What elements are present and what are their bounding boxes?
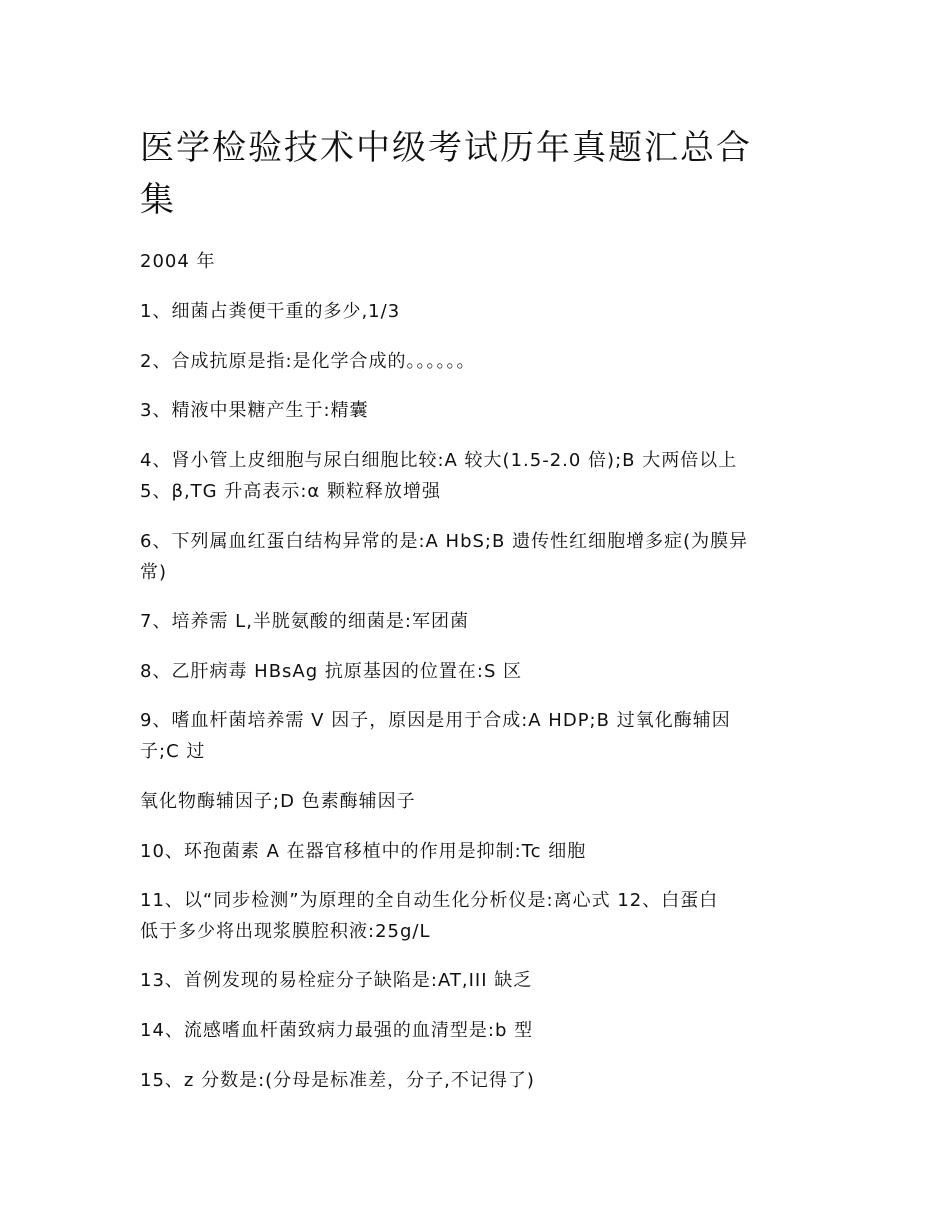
question-line: 11、以“同步检测”为原理的全自动生化分析仪是:离心式 12、白蛋白 [140,890,719,911]
question-line: 6、下列属血红蛋白结构异常的是:A HbS;B 遗传性红细胞增多症(为膜异 [140,531,749,552]
title-line-2: 集 [140,180,176,220]
question-line: 5、β,TG 升高表示:α 颗粒释放增强 [140,481,441,502]
question-line: 8、乙肝病毒 HBsAg 抗原基因的位置在:S 区 [140,661,523,682]
question-line: 9、嗜血杆菌培养需 V 因子，原因是用于合成:A HDP;B 过氧化酶辅因 [140,710,731,731]
question-line: 子;C 过 [140,741,206,762]
document-title [140,122,820,226]
question-line: 常) [140,562,168,583]
question-line: 10、环孢菌素 A 在器官移植中的作用是抑制:Tc 细胞 [140,841,587,862]
question-line: 低于多少将出现浆膜腔积液:25g/L [140,921,431,942]
question-line: 2、合成抗原是指:是化学合成的。。。。。。 [140,351,476,372]
question-line: 13、首例发现的易栓症分子缺陷是:AT,III 缺乏 [140,970,533,991]
question-line: 15、z 分数是:(分母是标准差，分子,不记得了) [140,1070,535,1091]
question-line: 3、精液中果糖产生于:精囊 [140,400,369,421]
question-line: 4、肾小管上皮细胞与尿白细胞比较:A 较大(1.5-2.0 倍);B 大两倍以上 [140,450,738,471]
question-line: 1、细菌占粪便干重的多少,1/3 [140,301,401,322]
year-heading: 2004 年 [140,251,216,272]
question-line: 7、培养需 L,半胱氨酸的细菌是:军团菌 [140,611,469,632]
title-line-1: 医学检验技术中级考试历年真题汇总合 [140,128,752,168]
question-line: 14、流感嗜血杆菌致病力最强的血清型是:b 型 [140,1020,534,1041]
question-line: 氧化物酶辅因子;D 色素酶辅因子 [140,791,416,812]
